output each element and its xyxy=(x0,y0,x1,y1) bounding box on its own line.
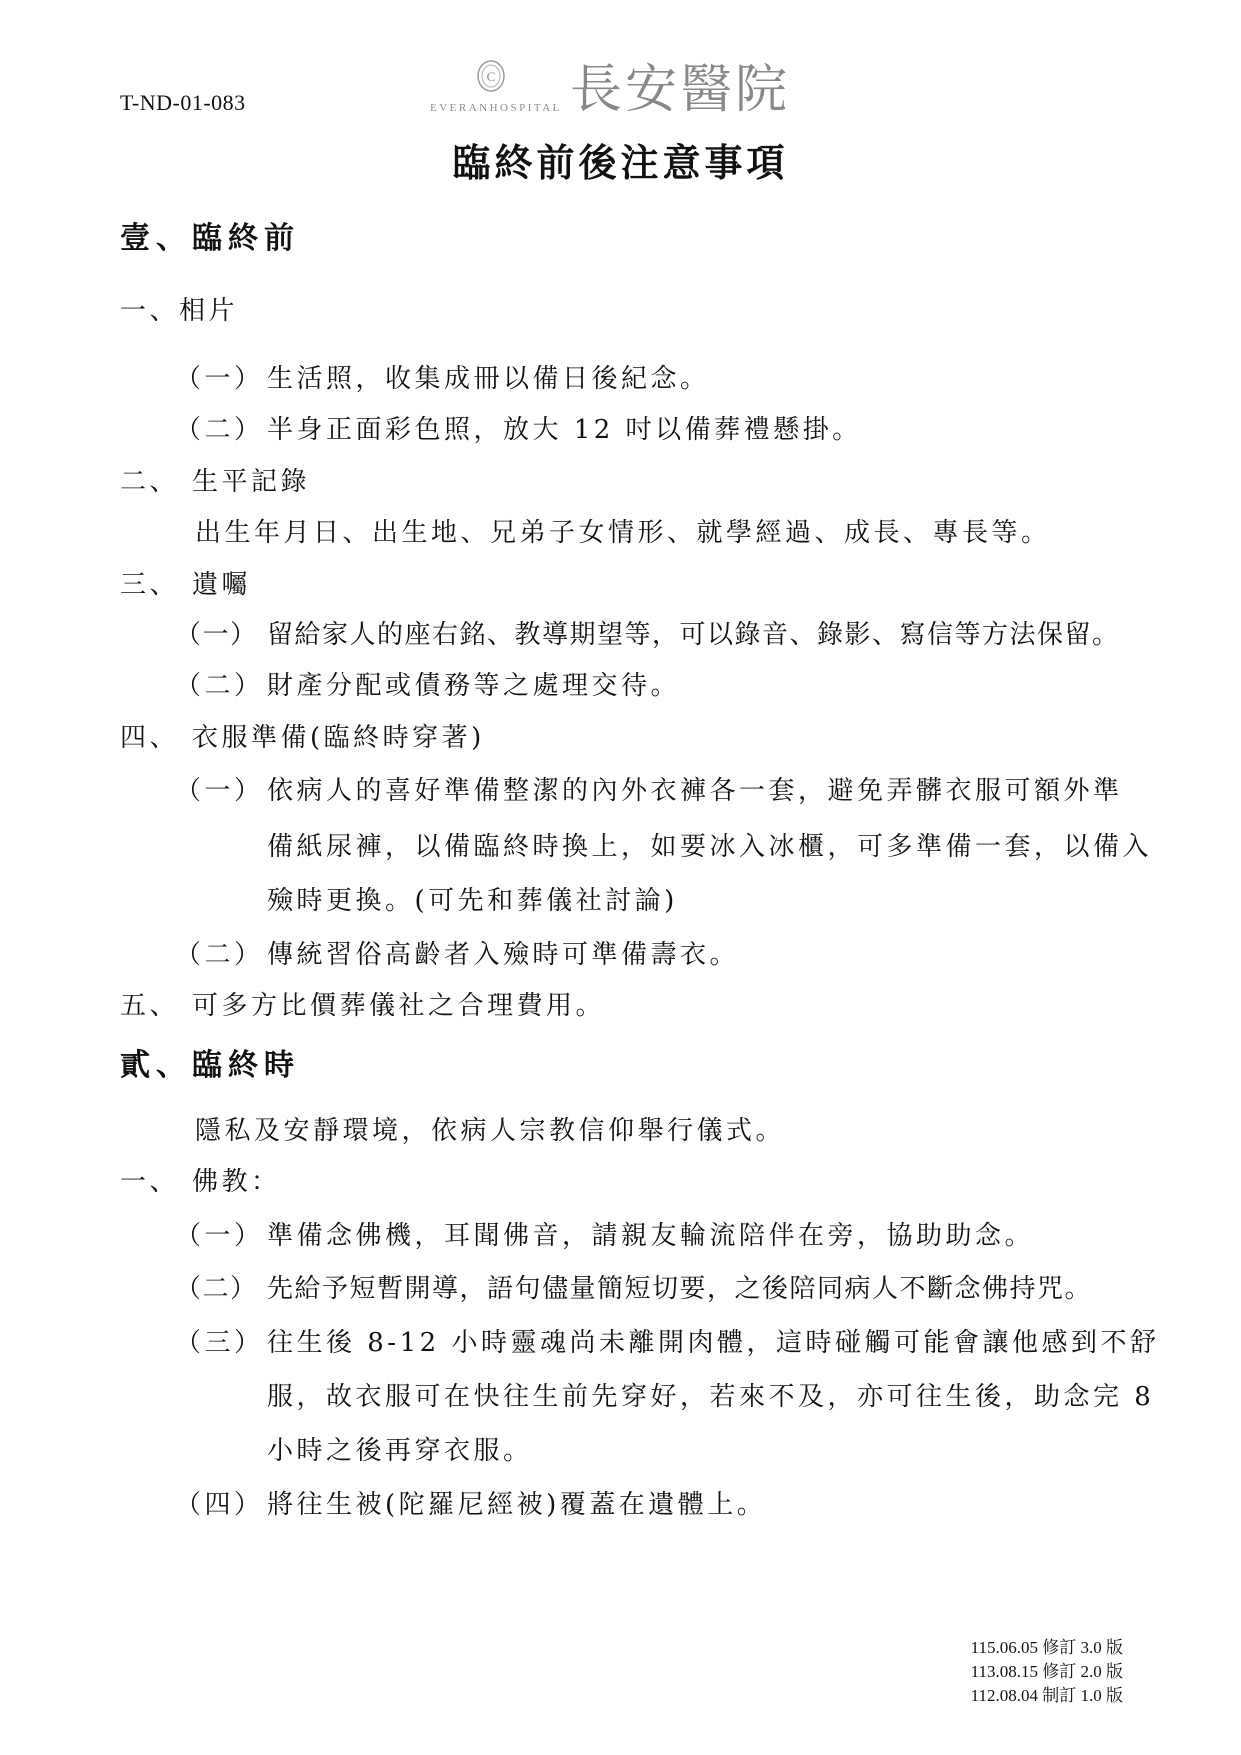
revision-line: 113.08.15 修訂 2.0 版 xyxy=(970,1662,1123,1681)
item-number: 四、 xyxy=(120,723,180,753)
item-text-line: 備紙尿褲，以備臨終時換上，如要冰入冰櫃，可多準備一套，以備入 xyxy=(267,832,1153,862)
item-title: 可多方比價葬儀社之合理費用。 xyxy=(192,991,606,1021)
document-code: T-ND-01-083 xyxy=(120,90,246,115)
section-heading-1: 壹、臨終前 xyxy=(120,221,300,256)
item-text: 將往生被(陀羅尼經被)覆蓋在遺體上。 xyxy=(267,1490,767,1520)
list-item xyxy=(175,614,1120,651)
list-item xyxy=(175,1268,1092,1305)
list-item xyxy=(175,770,1123,807)
item-title: 衣服準備(臨終時穿著) xyxy=(192,723,485,753)
logo-chinese-name: 長安醫院 xyxy=(570,60,791,120)
hospital-emblem-icon xyxy=(474,58,508,96)
revision-line: 112.08.04 制訂 1.0 版 xyxy=(970,1686,1123,1705)
item-number: （四） xyxy=(175,1490,264,1520)
list-item xyxy=(175,1322,1159,1359)
item-number: （二） xyxy=(175,940,264,970)
revision-history xyxy=(971,1636,1123,1708)
list-item xyxy=(175,665,680,702)
section-heading-2: 貳、臨終時 xyxy=(120,1048,300,1083)
item-text: 財產分配或債務等之處理交待。 xyxy=(267,671,681,701)
item-number: （一） xyxy=(175,620,258,650)
revision-line: 115.06.05 修訂 3.0 版 xyxy=(970,1638,1123,1657)
item-number: 五、 xyxy=(120,991,180,1021)
item-title: 佛教： xyxy=(192,1167,281,1197)
item-text: 留給家人的座右銘、教導期望等，可以錄音、錄影、寫信等方法保留。 xyxy=(267,620,1120,650)
section-2-intro: 隱私及安靜環境，依病人宗教信仰舉行儀式。 xyxy=(195,1116,786,1146)
item-number: （三） xyxy=(175,1328,264,1358)
list-item xyxy=(175,934,739,971)
item-number: （二） xyxy=(175,671,264,701)
item-text-line: 殮時更換。(可先和葬儀社討論) xyxy=(267,886,678,916)
item-text: 半身正面彩色照，放大 12 吋以備葬禮懸掛。 xyxy=(267,415,862,445)
item-number: 一、 xyxy=(120,1167,180,1197)
item-3-heading xyxy=(120,564,251,601)
item-text: 先給予短暫開導，語句儘量簡短切要，之後陪同病人不斷念佛持咒。 xyxy=(267,1274,1093,1304)
item-text: 準備念佛機，耳聞佛音，請親友輪流陪伴在旁，協助助念。 xyxy=(267,1221,1035,1251)
list-item xyxy=(175,1484,766,1521)
item-2-heading xyxy=(120,461,310,498)
item-title: 遺囑 xyxy=(192,570,252,600)
item-5-heading xyxy=(120,985,605,1022)
item-text-line: 小時之後再穿衣服。 xyxy=(267,1436,533,1466)
list-item xyxy=(175,1215,1034,1252)
list-item xyxy=(175,409,862,446)
item-text-line: 依病人的喜好準備整潔的內外衣褲各一套，避免弄髒衣服可額外準 xyxy=(267,776,1123,806)
hospital-logo xyxy=(430,58,830,122)
item-4-heading xyxy=(120,717,485,754)
item-buddhism-heading xyxy=(120,1161,281,1198)
item-number: 三、 xyxy=(120,570,180,600)
item-1-heading: 一、相片 xyxy=(120,296,239,326)
item-number: （二） xyxy=(175,415,264,445)
page-title: 臨終前後注意事項 xyxy=(452,140,789,185)
item-number: （二） xyxy=(175,1274,258,1304)
svg-text:C: C xyxy=(486,69,496,84)
logo-english-name: EVERANHOSPITAL xyxy=(430,102,562,114)
item-text-line: 往生後 8-12 小時靈魂尚未離開肉體，這時碰觸可能會讓他感到不舒 xyxy=(267,1328,1160,1358)
item-text-line: 服，故衣服可在快往生前先穿好，若來不及，亦可往生後，助念完 8 xyxy=(267,1382,1155,1412)
item-text: 傳統習俗高齡者入殮時可準備壽衣。 xyxy=(267,940,740,970)
item-number: （一） xyxy=(175,776,264,806)
item-title: 生平記錄 xyxy=(192,467,311,497)
item-text: 生活照，收集成冊以備日後紀念。 xyxy=(267,364,710,394)
item-2-text: 出生年月日、出生地、兄弟子女情形、就學經過、成長、專長等。 xyxy=(195,518,1051,548)
item-number: （一） xyxy=(175,1221,264,1251)
item-number: 二、 xyxy=(120,467,180,497)
item-number: （一） xyxy=(175,364,264,394)
list-item xyxy=(175,358,710,395)
